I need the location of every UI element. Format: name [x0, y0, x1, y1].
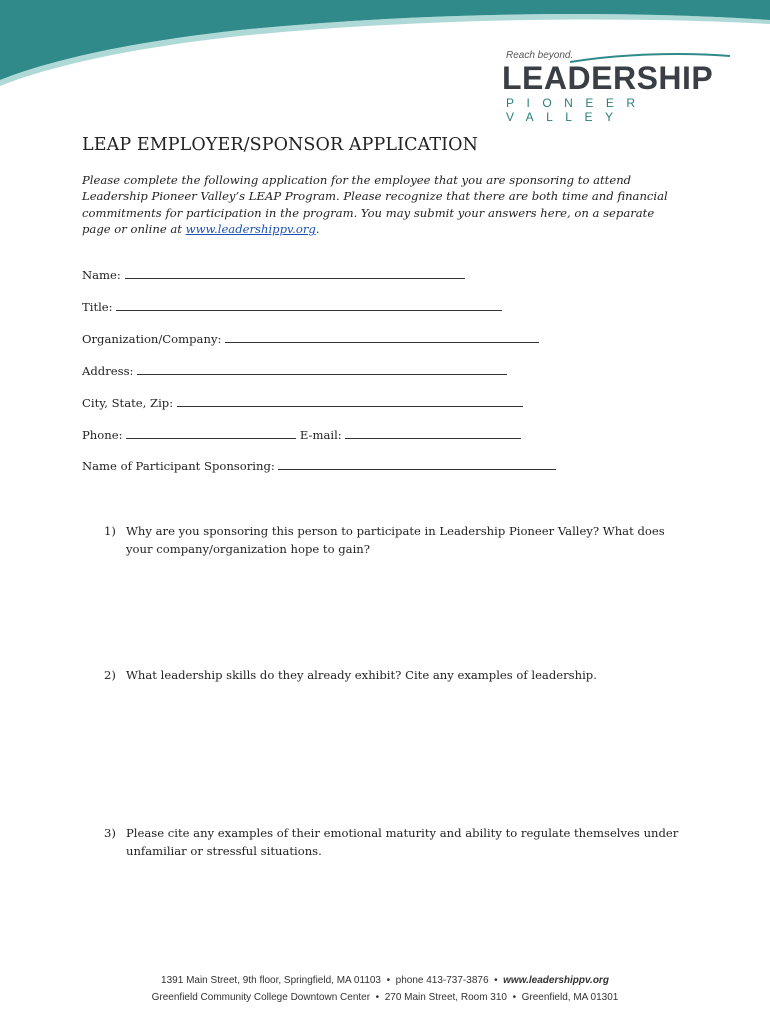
question-3 [104, 825, 684, 860]
page-title: LEAP EMPLOYER/SPONSOR APPLICATION [82, 135, 479, 155]
question-1 [104, 523, 684, 558]
footer-address: 1391 Main Street, 9th floor, Springfield, MA 01103 [161, 975, 381, 986]
email-label: E-mail: [299, 428, 342, 442]
city-state-zip-field [82, 396, 523, 410]
logo-tagline: Reach beyond. [506, 50, 574, 61]
participant-input-line[interactable] [278, 459, 556, 470]
phone-email-field [82, 428, 521, 442]
question-2 [104, 667, 684, 685]
intro-paragraph [82, 172, 682, 237]
question-text: Please cite any examples of their emotional maturity and ability to regulate themselves under unfamiliar or stressful situations. [126, 826, 679, 858]
footer-separator: • [494, 975, 498, 986]
organization-label: Organization/Company: [82, 332, 222, 346]
organization-input-line[interactable] [225, 332, 539, 343]
website-link[interactable]: www.leadershippv.org [185, 221, 316, 236]
footer-separator: • [375, 992, 380, 1003]
name-field [82, 268, 465, 282]
footer-street: 270 Main Street, Room 310 [384, 992, 507, 1003]
organization-field [82, 332, 539, 346]
footer-phone: phone 413-737-3876 [395, 975, 489, 986]
participant-field [82, 459, 556, 473]
address-input-line[interactable] [137, 364, 507, 375]
address-label: Address: [82, 364, 134, 378]
title-field [82, 300, 502, 314]
intro-end: . [315, 221, 320, 236]
city-state-zip-input-line[interactable] [177, 396, 523, 407]
email-input-line[interactable] [345, 428, 521, 439]
name-label: Name: [82, 268, 121, 282]
footer-location: Greenfield Community College Downtown Center [151, 992, 371, 1003]
footer-line-2 [0, 992, 770, 1003]
question-number: 1) [104, 524, 116, 538]
question-text: What leadership skills do they already exhibit? Cite any examples of leadership. [126, 668, 597, 682]
footer-website[interactable]: www.leadershippv.org [503, 975, 609, 986]
phone-label: Phone: [82, 428, 123, 442]
title-input-line[interactable] [116, 300, 502, 311]
leadership-pioneer-valley-logo [500, 48, 740, 124]
footer-separator: • [386, 975, 391, 986]
title-label: Title: [82, 300, 113, 314]
logo-brand: LEADERSHIP [502, 60, 714, 96]
footer-city: Greenfield, MA 01301 [521, 992, 619, 1003]
question-number: 3) [104, 826, 116, 840]
footer-separator: • [512, 992, 517, 1003]
name-input-line[interactable] [125, 268, 465, 279]
footer-line-1 [0, 975, 770, 986]
intro-text: Please complete the following application for the employee that you are sponsoring to attend Leadership Pioneer Valley’s LEAP Program. Please recognize that there are both time and financial commitments for participation in the program. You may submit your answers here, on a separate page or online at [82, 173, 668, 236]
question-number: 2) [104, 668, 116, 682]
phone-input-line[interactable] [126, 428, 296, 439]
address-field [82, 364, 507, 378]
question-text: Why are you sponsoring this person to participate in Leadership Pioneer Valley? What does your company/organization hope to gain? [126, 524, 665, 556]
participant-label: Name of Participant Sponsoring: [82, 459, 275, 473]
city-state-zip-label: City, State, Zip: [82, 396, 174, 410]
logo-region: PIONEER VALLEY [506, 96, 648, 124]
